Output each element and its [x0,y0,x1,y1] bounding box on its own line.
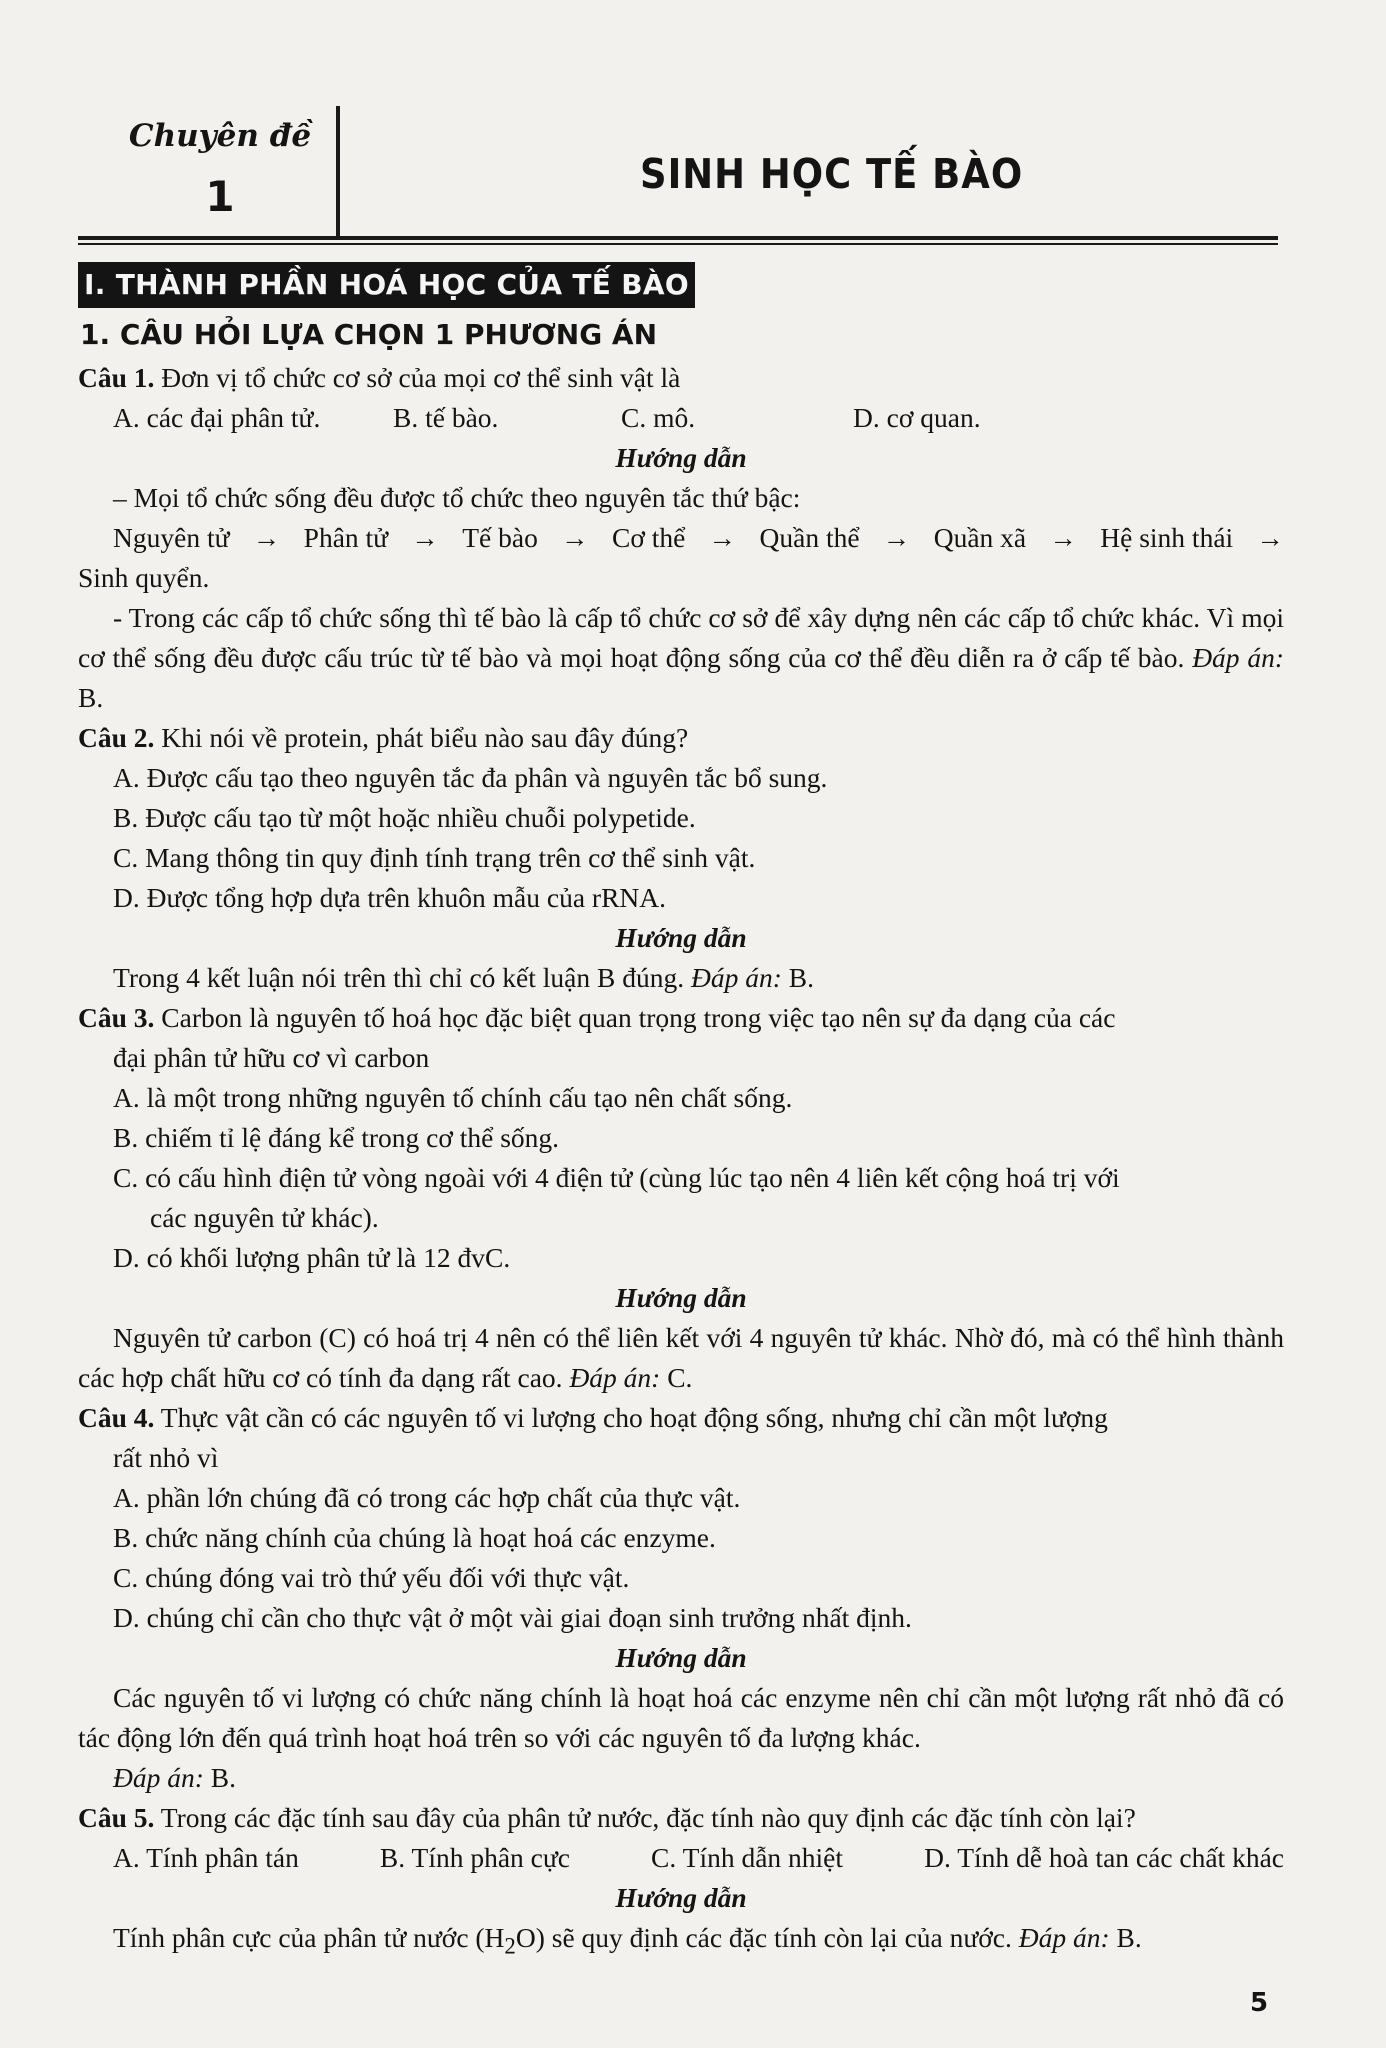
subsection-heading: 1. CÂU HỎI LỰA CHỌN 1 PHƯƠNG ÁN [80,318,658,351]
question-label: Câu 2. [78,722,155,753]
question-text: Thực vật cần có các nguyên tố vi lượng cho hoạt động sống, nhưng chỉ cần một lượng [160,1402,1108,1433]
guide-text: Nguyên tử carbon (C) có hoá trị 4 nên có thể liên kết với 4 nguyên tử khác. Nhờ đó, mà có thể hình thành các hợp chất hữu cơ có tính đa dạng rất cao. Đáp án: C. [78,1322,1284,1393]
option-c: C. Mang thông tin quy định tính trạng trên cơ thể sinh vật. [113,842,756,873]
page-number: 5 [1250,1988,1269,2018]
question-text-cont: rất nhỏ vì [113,1442,219,1473]
answer-label: Đáp án: [690,962,782,993]
answer-label: Đáp án: [113,1762,204,1793]
question-text: Carbon là nguyên tố hoá học đặc biệt quan trọng trong việc tạo nên sự đa dạng của các [161,1002,1116,1033]
header-divider-vertical [336,106,340,238]
answer-label: Đáp án: [569,1362,661,1393]
arrow-icon: → [411,522,439,553]
question-text: Khi nói về protein, phát biểu nào sau đây đúng? [161,722,689,753]
header-rule-thick [78,236,1278,240]
chain-item: Hệ sinh thái [1100,522,1234,553]
question-1 [78,358,1284,398]
arrow-icon: → [1049,522,1077,553]
question-content [78,358,1284,1967]
chapter-title: SINH HỌC TẾ BÀO [640,150,1024,198]
option-a: A. các đại phân tử. [113,402,321,433]
question-3 [78,998,1284,1038]
hierarchy-chain [78,518,1284,558]
arrow-icon: → [252,522,281,553]
chain-item: Cơ thể [611,522,686,553]
chain-end: Sinh quyển. [78,562,210,593]
option-a: A. là một trong những nguyên tố chính cấu tạo nên chất sống. [113,1082,793,1113]
option-c: C. chúng đóng vai trò thứ yếu đối với thực vật. [113,1562,630,1593]
question-5 [78,1798,1284,1838]
option-d: D. có khối lượng phân tử là 12 đvC. [113,1242,511,1273]
guide-text: Các nguyên tố vi lượng có chức năng chính là hoạt hoá các enzyme nên chỉ cần một lượng rất nhỏ đã có tác động lớn đến quá trình hoạt hoá trên so với các nguyên tố đa lượng khác. [78,1682,1284,1753]
chapter-label: Chuyên đề [128,118,312,154]
chain-item: Tế bào [462,522,538,553]
arrow-icon: → [561,522,589,553]
answer-value: B. [788,962,814,993]
arrow-icon: → [882,522,911,553]
option-d: D. Tính dễ hoà tan các chất khác [924,1842,1284,1873]
option-b: B. Tính phân cực [379,1842,570,1873]
option-d: D. chúng chỉ cần cho thực vật ở một vài giai đoạn sinh trưởng nhất định. [113,1602,912,1633]
question-label: Câu 3. [78,1002,155,1033]
option-a: A. Tính phân tán [113,1842,299,1873]
chain-item: Phân tử [303,522,389,553]
guide-text: – Mọi tổ chức sống đều được tổ chức theo nguyên tắc thứ bậc: [113,482,801,513]
question-text: Đơn vị tổ chức cơ sở của mọi cơ thể sinh vật là [161,362,681,393]
options-row [78,398,1284,438]
question-label: Câu 4. [78,1402,155,1433]
option-a: A. phần lớn chúng đã có trong các hợp chất của thực vật. [113,1482,741,1513]
option-b: B. Được cấu tạo từ một hoặc nhiều chuỗi polypetide. [113,802,696,833]
guide-text: - Trong các cấp tổ chức sống thì tế bào là cấp tổ chức cơ sở để xây dựng nên các cấp tổ chức khác. Vì mọi cơ thể sống đều được cấu trúc từ tế bào và mọi hoạt động sống của cơ thể đều diễn ra ở cấp tế bào. Đáp án: B. [78,602,1284,713]
question-text-cont: đại phân tử hữu cơ vì carbon [113,1042,430,1073]
answer-value: B. [1116,1922,1142,1953]
guide-heading: Hướng dẫn [615,1282,747,1313]
option-a: A. Được cấu tạo theo nguyên tắc đa phân và nguyên tắc bổ sung. [113,762,828,793]
question-label: Câu 5. [78,1802,155,1833]
option-c: C. mô. [621,402,696,433]
question-label: Câu 1. [78,362,155,393]
header-rule-thin [78,243,1278,245]
guide-heading: Hướng dẫn [615,442,747,473]
chapter-box [120,118,320,221]
option-c-cont: các nguyên tử khác). [150,1202,379,1233]
guide-heading: Hướng dẫn [615,922,747,953]
question-text: Trong các đặc tính sau đây của phân tử nước, đặc tính nào quy định các đặc tính còn lại? [160,1802,1136,1833]
question-4 [78,1398,1284,1438]
option-b: B. chức năng chính của chúng là hoạt hoá các enzyme. [113,1522,716,1553]
option-c: C. có cấu hình điện tử vòng ngoài với 4 điện tử (cùng lúc tạo nên 4 liên kết cộng hoá trị với [113,1162,1120,1193]
subscript: 2 [504,1933,516,1959]
section-heading: I. THÀNH PHẦN HOÁ HỌC CỦA TẾ BÀO [78,262,695,308]
answer-value: B. [210,1762,236,1793]
guide-text: Tính phân cực của phân tử nước $(H_2O)$ sẽ quy định các đặc tính còn lại của nước. Đáp án: B. [113,1922,1142,1959]
answer-label: Đáp án: [1192,642,1284,673]
chapter-number: 1 [205,172,235,221]
answer-value: C. [667,1362,693,1393]
answer-label: Đáp án: [1018,1922,1110,1953]
arrow-icon: → [1256,522,1284,553]
option-d: D. cơ quan. [853,402,981,433]
option-d: D. Được tổng hợp dựa trên khuôn mẫu của rRNA. [113,882,667,913]
chain-item: Nguyên tử [113,522,230,553]
answer-value: B. [78,682,104,713]
guide-text: Trong 4 kết luận nói trên thì chỉ có kết luận B đúng. Đáp án: B. [113,962,814,993]
guide-heading: Hướng dẫn [615,1642,747,1673]
guide-heading: Hướng dẫn [615,1882,747,1913]
chain-item: Quần xã [933,522,1027,553]
option-c: C. Tính dẫn nhiệt [651,1842,844,1873]
option-b: B. tế bào. [393,402,499,433]
chain-item: Quần thể [759,522,860,553]
answer-line [78,1758,1284,1798]
options-row [78,1838,1284,1878]
arrow-icon: → [708,522,737,553]
question-2 [78,718,1284,758]
option-b: B. chiếm tỉ lệ đáng kể trong cơ thể sống. [113,1122,560,1153]
